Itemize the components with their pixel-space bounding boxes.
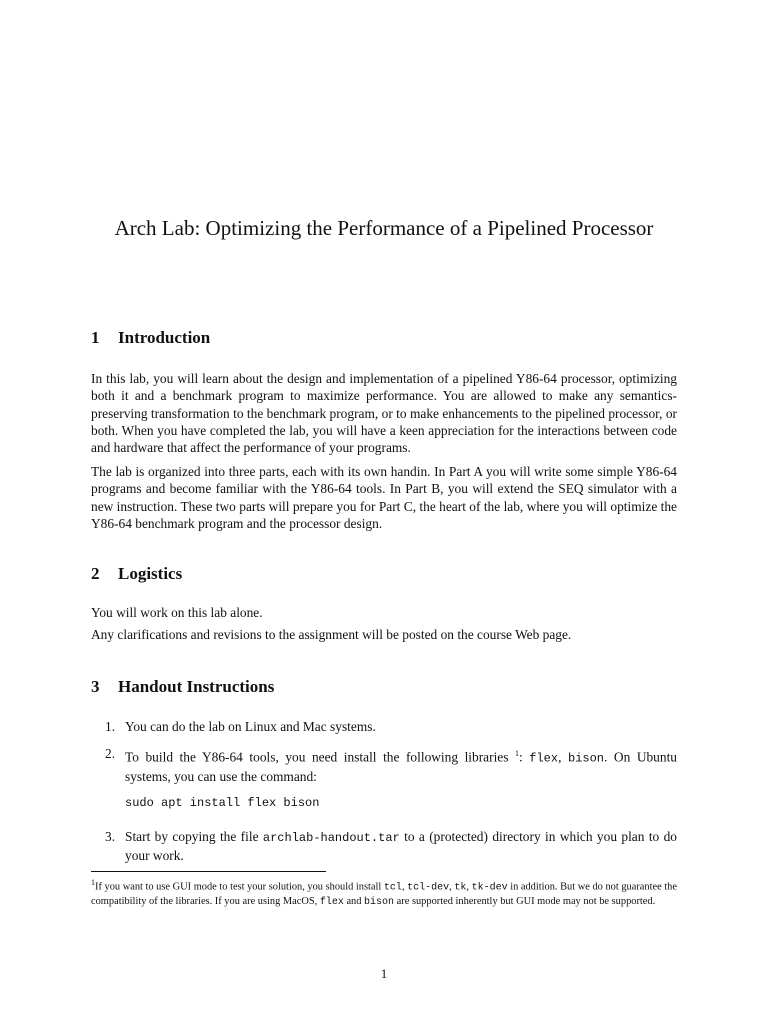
section-heading-logistics [91,564,182,584]
footnote-reference: 1 [515,749,520,758]
package-name: tcl [383,882,402,894]
library-name: bison [568,751,605,766]
text-run: If you want to use GUI mode to test your solution, you should install [95,881,384,893]
list-number: 3. [105,829,116,844]
logistics-paragraph-2: Any clarifications and revisions to the assignment will be posted on the course Web page. [91,627,572,642]
logistics-paragraph-1: You will work on this lab alone. [91,605,263,620]
section-number: 1 [91,328,100,347]
list-text: You can do the lab on Linux and Mac systems. [125,719,376,734]
intro-paragraph-2: The lab is organized into three parts, each with its own handin. In Part A you will write some simple Y86-64 programs and become familiar with the Y86-64 tools. In Part B, you will extend the SEQ simulator with a new instruction. These two parts will prepare you for Part C, the heart of the lab, where you will optimize the Y86-64 benchmark program and the processor design. [91,464,677,531]
section-heading-handout-instructions [91,677,274,697]
list-item [105,718,677,735]
footnote [91,876,677,909]
package-name: tcl-dev [407,882,450,894]
footnote-rule [91,871,326,872]
text-run: , [401,881,408,893]
section-heading-introduction [91,328,210,348]
package-name: flex [319,896,344,908]
text-run: , [449,881,455,893]
text-run: to a (protected) directory in which you plan to do your work. [125,829,677,864]
install-command: sudo apt install flex bison [125,796,320,810]
section-number: 3 [91,677,100,696]
list-number: 1. [105,719,116,734]
list-text [125,745,677,785]
text-run: are supported inherently but GUI mode may not be supported. [394,895,656,907]
list-number: 2. [105,746,116,761]
text-run: To build the Y86-64 tools, you need install the following libraries [125,749,516,765]
package-name: tk [454,882,467,894]
footnote-mark: 1 [91,878,95,887]
text-run: : [519,749,530,765]
list-item [105,745,677,785]
package-name: tk-dev [471,882,508,894]
intro-paragraph-1: In this lab, you will learn about the design and implementation of a pipelined Y86-64 processor, optimizing both it and a benchmark program to maximize performance. You are allowed to make any semantics-preserving transformation to the benchmark program, or to make enhancements to the pipelined processor, or both. When you have completed the lab, you will have a keen appreciation for the interactions between code and hardware that affect the performance of your programs. [91,371,677,456]
package-name: bison [364,896,395,908]
text-run: Start by copying the file [125,829,263,844]
text-run: . On Ubuntu systems, you can use the command: [125,749,677,784]
text-run: in addition. But we do not guarantee the compatibility of the libraries. If you are using MacOS, [91,881,677,907]
section-title: Handout Instructions [118,677,275,696]
text-run: and [343,895,365,907]
text-run: , [466,881,472,893]
library-name: flex [529,751,559,766]
section-title: Logistics [118,564,183,583]
list-text [125,828,677,865]
text-run: , [558,749,568,765]
section-number: 2 [91,564,100,583]
page-number: 1 [380,966,388,981]
section-title: Introduction [118,328,211,347]
file-name: archlab-handout.tar [262,831,400,845]
document-title: Arch Lab: Optimizing the Performance of a Pipelined Processor [114,216,654,240]
list-item [105,828,677,865]
